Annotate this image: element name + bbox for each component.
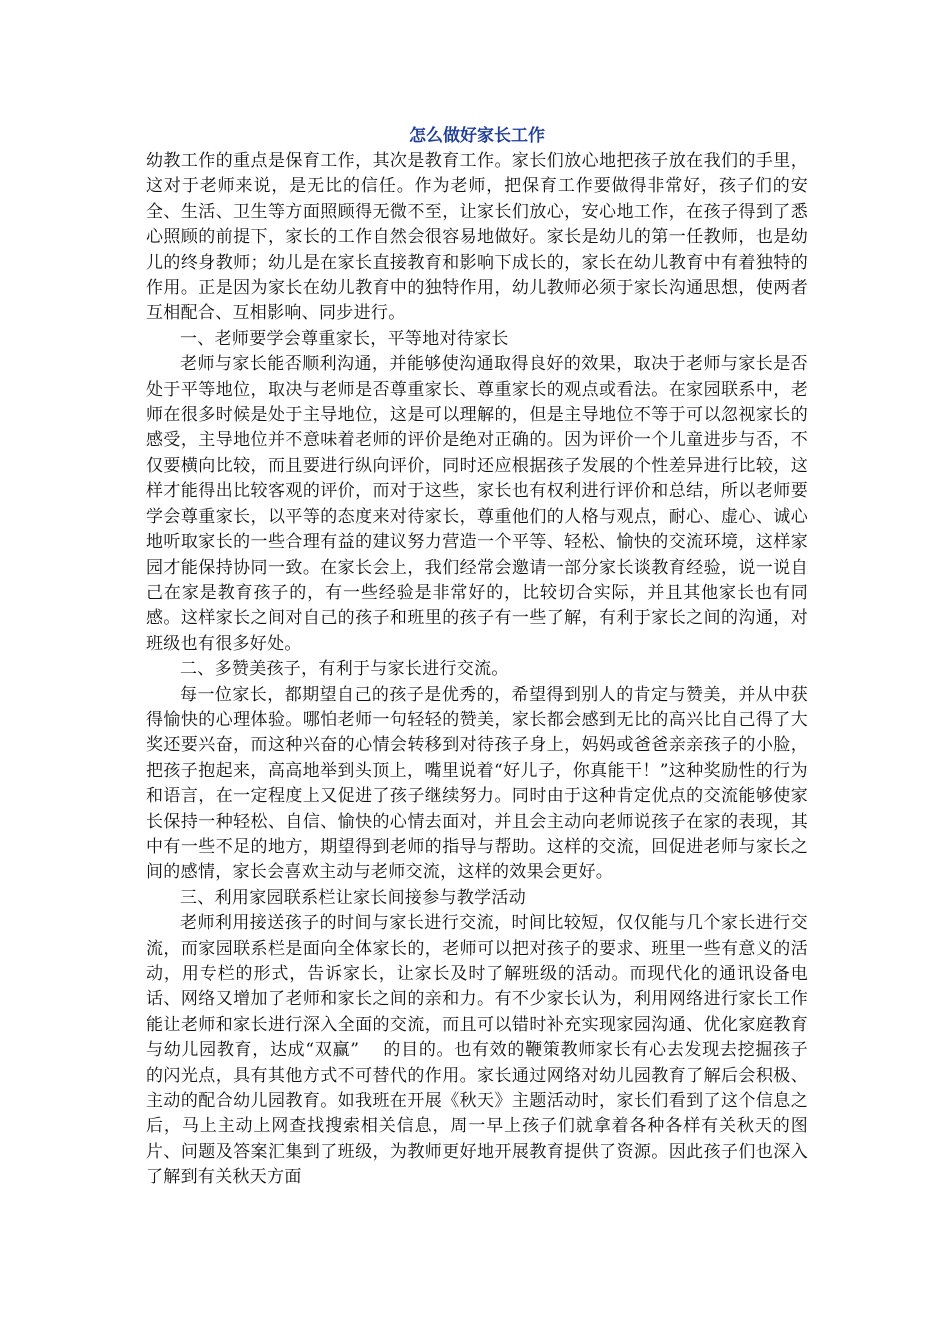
section-2-body: 每一位家长，都期望自己的孩子是优秀的，希望得到别人的肯定与赞美，并从中获得愉快的心理体验。哪怕老师一句轻轻的赞美，家长都会感到无比的高兴比自己得了大奖还要兴奋，而这种兴奋的心情会转移到对待孩子身上，妈妈或爸爸亲亲孩子的小脸，把孩子抱起来，高高地举到头顶上，嘴里说着“好儿子，你真能干！”这种奖励性的行为和语言，在一定程度上又促进了孩子继续努力。同时由于这种肯定优点的交流能够使家长保持一种轻松、自信、愉快的心情去面对，并且会主动向老师说孩子在家的表现，其中有一些不足的地方，期望得到老师的指导与帮助。这样的交流，回促进老师与家长之间的感情，家长会喜欢主动与老师交流，这样的效果会更好。 xyxy=(146,684,808,883)
document-page xyxy=(146,124,808,1191)
section-3-body: 老师利用接送孩子的时间与家长进行交流，时间比较短，仅仅能与几个家长进行交流，而家园联系栏是面向全体家长的，老师可以把对孩子的要求、班里一些有意义的活动，用专栏的形式，告诉家长，让家长及时了解班级的活动。而现代化的通讯设备电话、网络又增加了老师和家长之间的亲和力。有不少家长认为，利用网络进行家长工作能让老师和家长进行深入全面的交流，而且可以错时补充实现家园沟通、优化家庭教育与幼儿园教育，达成“双赢” 的目的。也有效的鞭策教师家长有心去发现去挖掘孩子的闪光点，具有其他方式不可替代的作用。家长通过网络对幼儿园教育了解后会积极、主动的配合幼儿园教育。如我班在开展《秋天》主题活动时，家长们看到了这个信息之后，马上主动上网查找搜索相关信息，周一早上孩子们就拿着各种各样有关秋天的图片、问题及答案汇集到了班级，为教师更好地开展教育提供了资源。因此孩子们也深入了解到有关秋天方面 xyxy=(146,913,808,1188)
section-3-heading: 三、利用家园联系栏让家长间接参与教学活动 xyxy=(180,887,526,908)
section-1-body: 老师与家长能否顺利沟通，并能够使沟通取得良好的效果，取决于老师与家长是否处于平等地位，取决与老师是否尊重家长、尊重家长的观点或看法。在家园联系中，老师在很多时候是处于主导地位，这是可以理解的，但是主导地位不等于可以忽视家长的感受，主导地位并不意味着老师的评价是绝对正确的。因为评价一个儿童进步与否，不仅要横向比较，而且要进行纵向评价，同时还应根据孩子发展的个性差异进行比较，这样才能得出比较客观的评价，而对于这些，家长也有权利进行评价和总结，所以老师要学会尊重家长，以平等的态度来对待家长，尊重他们的人格与观点，耐心、虚心、诚心地听取家长的一些合理有益的建议努力营造一个平等、轻松、愉快的交流环境，这样家园才能保持协同一致。在家长会上，我们经常会邀请一部分家长谈教育经验，说一说自己在家是教育孩子的，有一些经验是非常好的，比较切合实际，并且其他家长也有同感。这样家长之间对自己的孩子和班里的孩子有一些了解，有利于家长之间的沟通，对班级也有很多好处。 xyxy=(146,354,808,654)
intro-paragraph: 幼教工作的重点是保育工作，其次是教育工作。家长们放心地把孩子放在我们的手里，这对于老师来说，是无比的信任。作为老师，把保育工作要做得非常好，孩子们的安全、生活、卫生等方面照顾得无微不至，让家长们放心，安心地工作，在孩子得到了悉心照顾的前提下，家长的工作自然会很容易地做好。家长是幼儿的第一任教师，也是幼儿的终身教师；幼儿是在家长直接教育和影响下成长的，家长在幼儿教育中有着独特的作用。正是因为家长在幼儿教育中的独特作用，幼儿教师必须于家长沟通思想，使两者互相配合、互相影响、同步进行。 xyxy=(146,151,808,324)
section-1-heading: 一、老师要学会尊重家长，平等地对待家长 xyxy=(180,328,509,349)
section-2-heading: 二、多赞美孩子，有利于与家长进行交流。 xyxy=(180,659,509,680)
document-title: 怎么做好家长工作 xyxy=(409,126,545,146)
